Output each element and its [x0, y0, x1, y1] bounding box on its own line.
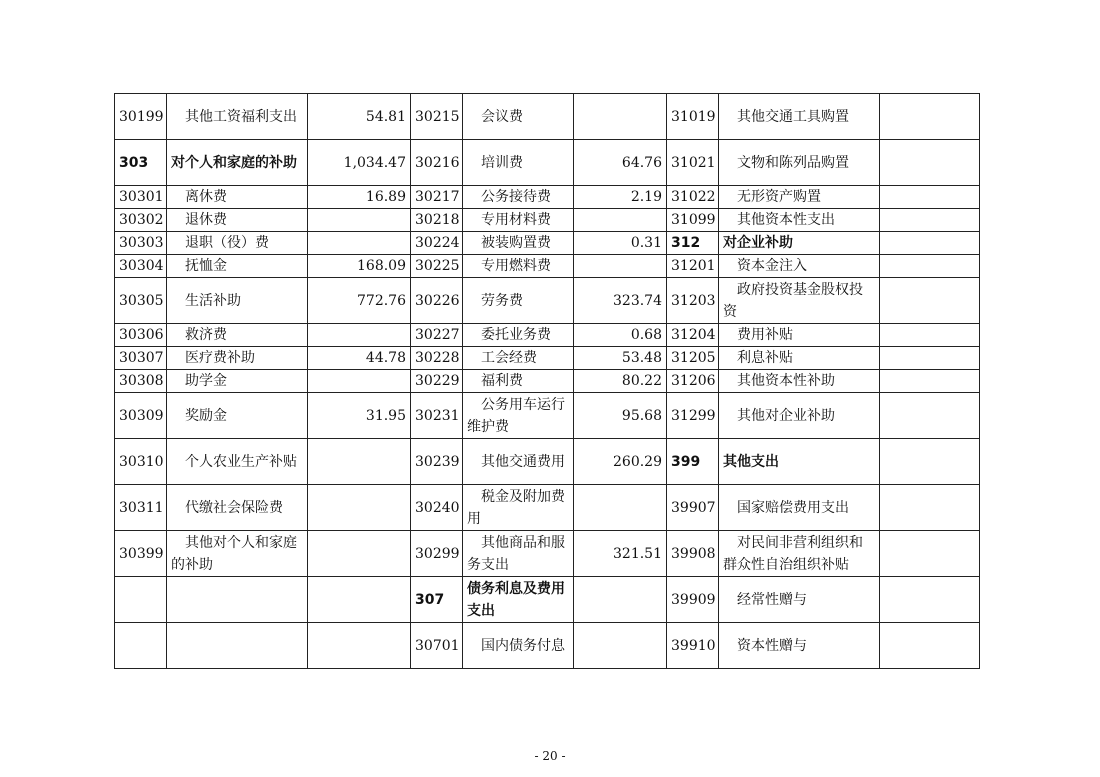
table-row [115, 255, 980, 278]
item-name: 个人农业生产补贴 [167, 439, 308, 485]
item-amount: 16.89 [308, 186, 411, 209]
item-name: 对企业补助 [719, 232, 880, 255]
item-code: 30308 [115, 370, 167, 393]
table-row [115, 278, 980, 324]
item-code: 30309 [115, 393, 167, 439]
item-name: 抚恤金 [167, 255, 308, 278]
item-amount [880, 255, 980, 278]
item-name: 委托业务费 [463, 324, 574, 347]
table-row [115, 347, 980, 370]
item-amount: 260.29 [574, 439, 667, 485]
item-name: 政府投资基金股权投资 [719, 278, 880, 324]
item-amount [880, 623, 980, 669]
item-name: 国家赔偿费用支出 [719, 485, 880, 531]
table-row [115, 186, 980, 209]
item-code: 31099 [667, 209, 719, 232]
item-amount: 1,034.47 [308, 140, 411, 186]
item-name: 奖励金 [167, 393, 308, 439]
item-code: 303 [115, 140, 167, 186]
item-code: 30239 [411, 439, 463, 485]
item-amount: 80.22 [574, 370, 667, 393]
item-amount [574, 577, 667, 623]
item-code: 39909 [667, 577, 719, 623]
item-name: 利息补贴 [719, 347, 880, 370]
item-name: 税金及附加费用 [463, 485, 574, 531]
item-amount [880, 232, 980, 255]
item-name: 救济费 [167, 324, 308, 347]
item-name: 无形资产购置 [719, 186, 880, 209]
item-name: 助学金 [167, 370, 308, 393]
item-code: 30199 [115, 94, 167, 140]
item-amount: 64.76 [574, 140, 667, 186]
table-row [115, 209, 980, 232]
item-amount [880, 577, 980, 623]
item-amount: 2.19 [574, 186, 667, 209]
item-code: 30304 [115, 255, 167, 278]
table-row [115, 531, 980, 577]
item-code: 31203 [667, 278, 719, 324]
item-name: 退职（役）费 [167, 232, 308, 255]
item-name: 其他支出 [719, 439, 880, 485]
item-name: 专用材料费 [463, 209, 574, 232]
item-name: 费用补贴 [719, 324, 880, 347]
item-name: 福利费 [463, 370, 574, 393]
item-code: 30301 [115, 186, 167, 209]
item-amount [880, 278, 980, 324]
table-row [115, 324, 980, 347]
item-code: 30228 [411, 347, 463, 370]
item-code: 30227 [411, 324, 463, 347]
item-amount [574, 623, 667, 669]
table-row [115, 393, 980, 439]
item-amount: 31.95 [308, 393, 411, 439]
item-code: 31022 [667, 186, 719, 209]
page-number: - 20 - [534, 749, 566, 763]
item-code: 30299 [411, 531, 463, 577]
item-code: 30225 [411, 255, 463, 278]
item-code: 30229 [411, 370, 463, 393]
budget-table [114, 93, 980, 669]
item-amount [308, 439, 411, 485]
item-amount [574, 485, 667, 531]
item-name: 对民间非营利组织和群众性自治组织补贴 [719, 531, 880, 577]
item-name: 经常性赠与 [719, 577, 880, 623]
item-amount: 54.81 [308, 94, 411, 140]
item-code: 30303 [115, 232, 167, 255]
item-code: 312 [667, 232, 719, 255]
item-amount: 321.51 [574, 531, 667, 577]
item-code: 31201 [667, 255, 719, 278]
item-name: 被装购置费 [463, 232, 574, 255]
item-amount [308, 370, 411, 393]
item-amount [574, 94, 667, 140]
item-amount [880, 370, 980, 393]
item-name: 其他交通工具购置 [719, 94, 880, 140]
item-code: 30216 [411, 140, 463, 186]
item-amount [880, 531, 980, 577]
item-name: 公务接待费 [463, 186, 574, 209]
item-name [167, 577, 308, 623]
item-name: 资本性赠与 [719, 623, 880, 669]
item-name: 生活补助 [167, 278, 308, 324]
item-code: 30231 [411, 393, 463, 439]
item-code: 31021 [667, 140, 719, 186]
item-amount: 0.31 [574, 232, 667, 255]
item-amount [308, 232, 411, 255]
item-amount [880, 347, 980, 370]
item-name: 其他资本性支出 [719, 209, 880, 232]
item-name: 其他工资福利支出 [167, 94, 308, 140]
item-amount [880, 393, 980, 439]
item-code: 30701 [411, 623, 463, 669]
item-name: 国内债务付息 [463, 623, 574, 669]
item-name: 债务利息及费用支出 [463, 577, 574, 623]
table-row [115, 623, 980, 669]
item-name: 工会经费 [463, 347, 574, 370]
item-amount [574, 255, 667, 278]
item-name: 代缴社会保险费 [167, 485, 308, 531]
item-amount: 323.74 [574, 278, 667, 324]
item-name [167, 623, 308, 669]
item-amount: 772.76 [308, 278, 411, 324]
item-amount: 0.68 [574, 324, 667, 347]
table-row [115, 370, 980, 393]
item-code: 30218 [411, 209, 463, 232]
item-name: 资本金注入 [719, 255, 880, 278]
item-name: 文物和陈列品购置 [719, 140, 880, 186]
item-name: 培训费 [463, 140, 574, 186]
item-name: 医疗费补助 [167, 347, 308, 370]
table-row [115, 485, 980, 531]
item-amount [308, 485, 411, 531]
item-name: 公务用车运行维护费 [463, 393, 574, 439]
item-amount [880, 324, 980, 347]
table-row [115, 577, 980, 623]
item-code: 30399 [115, 531, 167, 577]
item-amount [308, 623, 411, 669]
item-amount [308, 324, 411, 347]
item-code [115, 577, 167, 623]
item-amount [308, 531, 411, 577]
item-amount [308, 577, 411, 623]
item-code: 30306 [115, 324, 167, 347]
item-code: 39908 [667, 531, 719, 577]
item-name: 其他对个人和家庭的补助 [167, 531, 308, 577]
item-code: 39907 [667, 485, 719, 531]
item-amount [880, 439, 980, 485]
item-code: 30307 [115, 347, 167, 370]
item-name: 其他对企业补助 [719, 393, 880, 439]
item-name: 其他交通费用 [463, 439, 574, 485]
item-code: 30224 [411, 232, 463, 255]
item-code: 30226 [411, 278, 463, 324]
table-body [115, 94, 980, 669]
item-name: 专用燃料费 [463, 255, 574, 278]
item-amount: 44.78 [308, 347, 411, 370]
table-row [115, 232, 980, 255]
table-row [115, 439, 980, 485]
item-name: 退休费 [167, 209, 308, 232]
item-amount [880, 94, 980, 140]
item-code: 31204 [667, 324, 719, 347]
item-name: 离休费 [167, 186, 308, 209]
table-row [115, 94, 980, 140]
item-code: 399 [667, 439, 719, 485]
item-code: 30311 [115, 485, 167, 531]
item-code: 31019 [667, 94, 719, 140]
item-code: 30240 [411, 485, 463, 531]
item-amount [880, 186, 980, 209]
item-name: 对个人和家庭的补助 [167, 140, 308, 186]
item-code: 31299 [667, 393, 719, 439]
item-code [115, 623, 167, 669]
item-code: 31206 [667, 370, 719, 393]
item-code: 30302 [115, 209, 167, 232]
item-code: 31205 [667, 347, 719, 370]
item-code: 30310 [115, 439, 167, 485]
item-amount [574, 209, 667, 232]
item-amount: 95.68 [574, 393, 667, 439]
item-code: 307 [411, 577, 463, 623]
item-code: 30305 [115, 278, 167, 324]
item-name: 其他商品和服务支出 [463, 531, 574, 577]
item-code: 39910 [667, 623, 719, 669]
item-name: 其他资本性补助 [719, 370, 880, 393]
item-name: 劳务费 [463, 278, 574, 324]
item-name: 会议费 [463, 94, 574, 140]
item-amount [880, 209, 980, 232]
table-row [115, 140, 980, 186]
item-amount: 168.09 [308, 255, 411, 278]
item-amount [308, 209, 411, 232]
item-amount [880, 485, 980, 531]
item-amount [880, 140, 980, 186]
item-code: 30217 [411, 186, 463, 209]
item-amount: 53.48 [574, 347, 667, 370]
item-code: 30215 [411, 94, 463, 140]
